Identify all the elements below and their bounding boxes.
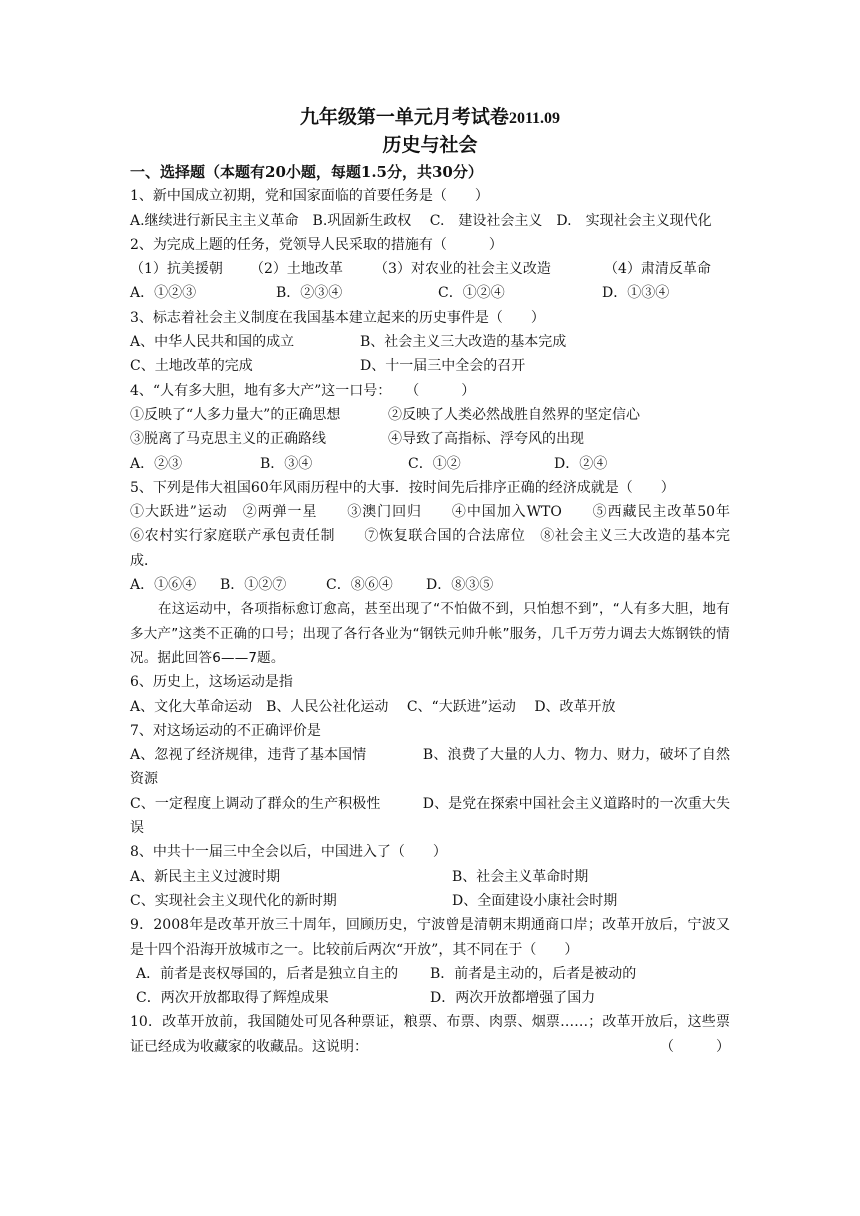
- question-9-options-cd: [130, 986, 730, 1010]
- question-7-stem: 7、对这场运动的不正确评价是: [130, 722, 321, 739]
- q8-option-d: D、全面建设小康社会时期: [452, 892, 618, 909]
- q3-option-a: A、中华人民共和国的成立: [130, 334, 295, 351]
- question-7-options-cd: C、一定程度上调动了群众的生产积极性 D、是党在探索中国社会主义道路时的一次重大失误: [130, 795, 730, 837]
- q2-option-d: D．①③④: [602, 285, 670, 302]
- q4-item-4: ④导致了高指标、浮夸风的出现: [388, 431, 584, 448]
- question-2-stem: 2、为完成上题的任务，党领导人民采取的措施有（ ）: [130, 236, 503, 253]
- question-8-options-cd: [130, 889, 730, 913]
- question-1-stem: 1、新中国成立初期，党和国家面临的首要任务是（ ）: [130, 188, 489, 205]
- q9-option-a: A．前者是丧权辱国的，后者是独立自主的: [136, 965, 399, 982]
- q2-item-1: （1）抗美援朝: [130, 261, 223, 278]
- question-3-options-ab: [130, 330, 730, 354]
- question-4-stem: 4、“人有多大胆，地有多大产”这一口号： （ ）: [130, 382, 476, 399]
- question-10-stem: 10．改革开放前，我国随处可见各种票证，粮票、布票、肉票、烟票……；改革开放后，这些票证已经成为收藏家的收藏品。这说明： （ ）: [130, 1010, 730, 1059]
- q2-option-a: A．①②③: [130, 285, 197, 302]
- q5-option-c: C．⑧⑥④: [326, 577, 393, 594]
- question-7-options-ab: A、忽视了经济规律，违背了基本国情 B、浪费了大量的人力、物力、财力，破坏了自然资源: [130, 747, 730, 788]
- q4-option-c: C．①②: [408, 455, 461, 472]
- reading-passage: 在这运动中，各项指标愈订愈高，甚至出现了“不怕做不到，只怕想不到”，“人有多大胆，地有多大产”这类不正确的口号；出现了各行各业为“钢铁元帅升帐”服务，几千万劳力调去大炼钢铁的情况。据此回答6——7题。: [130, 601, 730, 666]
- q4-item-1: ①反映了“人多力量大”的正确思想: [130, 406, 341, 423]
- title-text: 九年级第一单元月考试卷: [299, 106, 509, 128]
- question-5-items: ①大跃进”运动 ②两弹一星 ③澳门回归 ④中国加入WTO ⑤西藏民主改革50年 ⑥农村实行家庭联产承包责任制 ⑦恢复联合国的合法席位 ⑧社会主义三大改造的基本完成．: [130, 504, 758, 569]
- q9-option-c: C．两次开放都取得了辉煌成果: [136, 990, 329, 1007]
- q2-item-2: （2）土地改革: [250, 261, 343, 278]
- q2-item-4: （4）肃清反革命: [604, 261, 711, 278]
- question-2-options: [130, 281, 730, 305]
- q5-option-b: B．①②⑦: [220, 577, 287, 594]
- q4-option-d: D．②④: [554, 455, 608, 472]
- question-3-options-cd: [130, 354, 730, 378]
- q2-item-3: （3）对农业的社会主义改造: [374, 261, 551, 278]
- q8-option-c: C、实现社会主义现代化的新时期: [130, 892, 337, 909]
- exam-subtitle: 历史与社会: [382, 134, 478, 156]
- exam-page: [130, 104, 758, 1059]
- q9-option-d: D．两次开放都增强了国力: [430, 990, 596, 1007]
- question-9-stem: 9．2008年是改革开放三十周年，回顾历史，宁波曾是清朝末期通商口岸；改革开放后，宁波又是十四个沿海开放城市之一。比较前后两次“开放”，其不同在于（ ）: [130, 917, 730, 958]
- q8-option-a: A、新民主主义过渡时期: [130, 868, 281, 885]
- q3-option-c: C、土地改革的完成: [130, 358, 253, 375]
- q10-answer-blank: （ ）: [660, 1038, 730, 1055]
- q3-option-d: D、十一届三中全会的召开: [360, 358, 526, 375]
- q4-option-b: B．③④: [260, 455, 313, 472]
- q4-item-3: ③脱离了马克思主义的正确路线: [130, 431, 326, 448]
- q3-option-b: B、社会主义三大改造的基本完成: [360, 334, 567, 351]
- question-4-items-34: [130, 427, 730, 451]
- q9-option-b: B．前者是主动的，后者是被动的: [430, 965, 637, 982]
- question-9-options-ab: [130, 962, 730, 986]
- question-4-items-12: [130, 403, 730, 427]
- question-8-stem: 8、中共十一届三中全会以后，中国进入了（ ）: [130, 844, 447, 861]
- q4-item-2: ②反映了人类必然战胜自然界的坚定信心: [388, 406, 640, 423]
- question-2-items: [130, 257, 730, 281]
- question-6-stem: 6、历史上，这场运动是指: [130, 674, 293, 691]
- q5-option-d: D．⑧③⑤: [426, 577, 494, 594]
- question-5-stem: 5、下列是伟大祖国60年风雨历程中的大事．按时间先后排序正确的经济成就是（ ）: [130, 479, 675, 496]
- title-year: 2011.09: [508, 110, 561, 127]
- question-8-options-ab: [130, 865, 730, 889]
- q5-option-a: A．①⑥④: [130, 577, 197, 594]
- q2-option-b: B．②③④: [276, 285, 343, 302]
- q2-option-c: C．①②④: [438, 285, 505, 302]
- q8-option-b: B、社会主义革命时期: [452, 868, 589, 885]
- question-4-options: [130, 452, 730, 476]
- question-3-stem: 3、标志着社会主义制度在我国基本建立起来的历史事件是（ ）: [130, 309, 545, 326]
- q4-option-a: A．②③: [130, 455, 183, 472]
- question-6-options: A、文化大革命运动 B、人民公社化运动 C、“大跃进”运动 D、改革开放: [130, 698, 616, 715]
- exam-title: [130, 104, 730, 132]
- question-1-options: A.继续进行新民主主义革命 B.巩固新生政权 C. 建设社会主义 D. 实现社会主义现代化: [130, 212, 712, 229]
- section-heading: 一、选择题（本题有20小题，每题1.5分，共30分）: [130, 163, 483, 181]
- question-5-options: [130, 573, 730, 597]
